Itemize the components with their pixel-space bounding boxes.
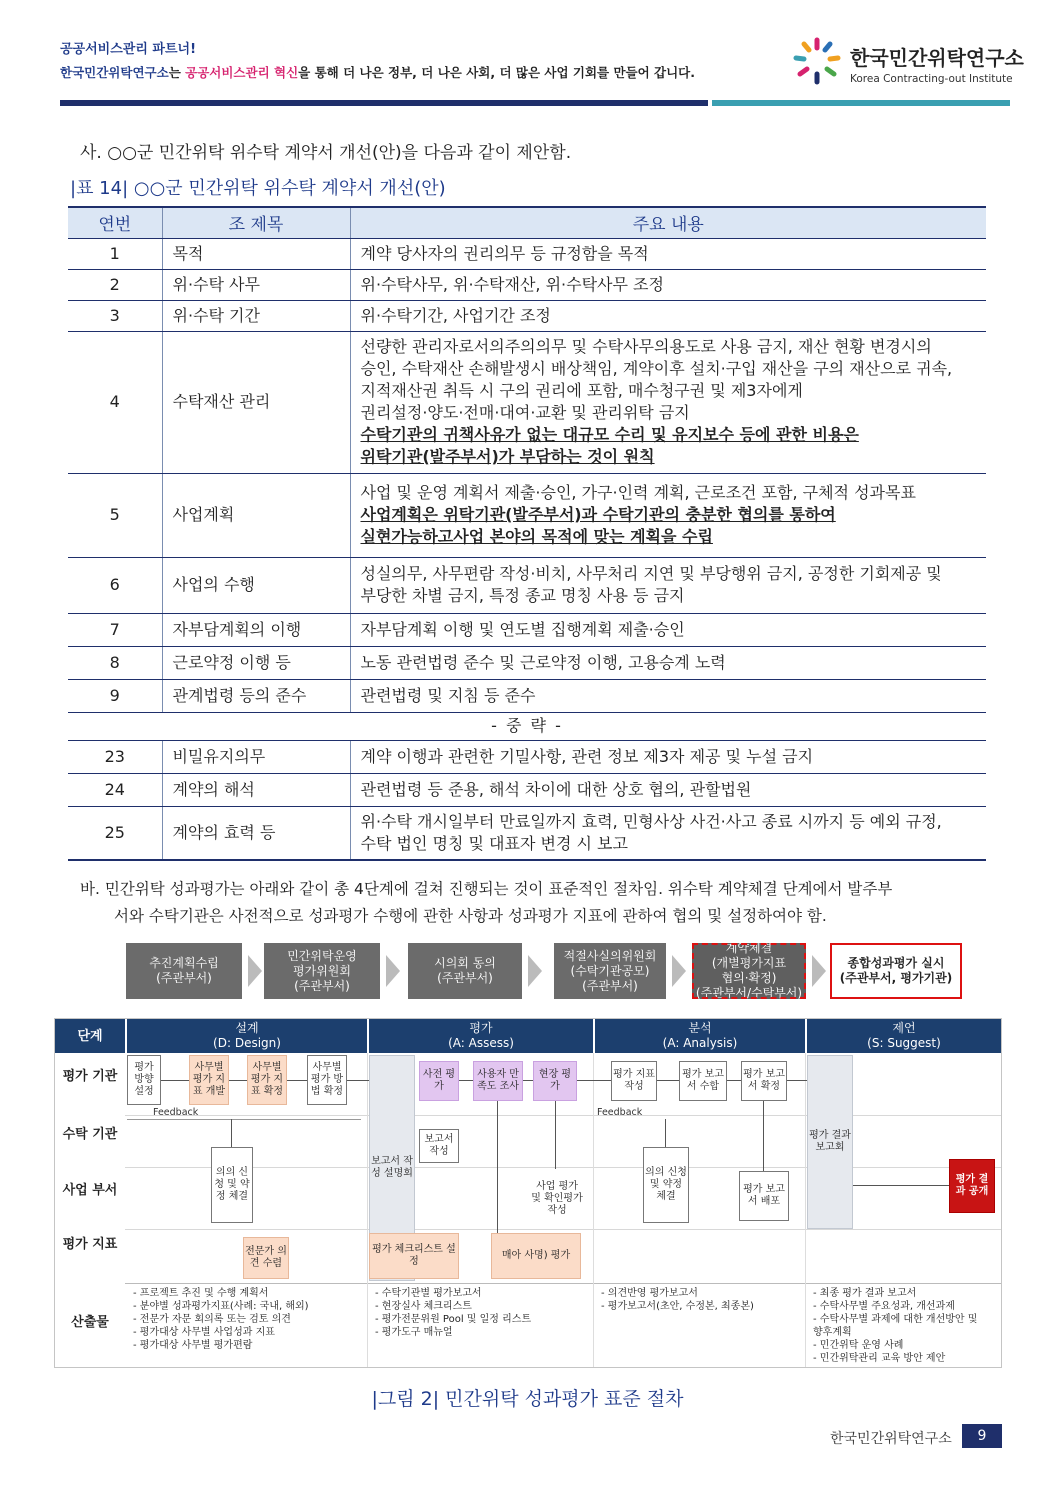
output-item: - 평가대상 사무별 사업성과 지표 [133,1327,275,1338]
cell-content [350,331,986,473]
logo-name-korean: 한국민간위탁연구소 [850,46,1024,70]
paragraph-line: 바. 민간위탁 성과평가는 아래와 같이 총 4단계에 걸쳐 진행되는 것이 표준적인 절차임. 위수탁 계약체결 단계에서 발주부 [80,880,893,898]
content-line-emphasis: 위탁기관(발주부서)가 부담하는 것이 원칙 [360,447,655,466]
row-label-department: 사업 부서 [62,1183,118,1198]
intro-paragraph: 사. ○○군 민간위탁 위수탁 계약서 개선(안)을 다음과 같이 제안함. [80,143,572,163]
table-row [68,331,986,473]
node-report-collect: 평가 보고서 수합 [679,1061,727,1101]
connector [459,1080,473,1081]
paragraph-line: 서와 수탁기관은 사전적으로 성과평가 수행에 관한 사항과 성과평가 지표에 관하여 협의 및 설정하여야 함. [114,907,827,925]
cell-no: 6 [68,557,162,613]
cell-title: 계약의 해석 [162,773,350,806]
flow-step [126,943,242,999]
connector [727,1080,741,1081]
content-line: 위·수탁기간, 사업기간 조정 [360,305,551,325]
content-line: 사업 및 운영 계획서 제출·승인, 가구·인력 계획, 근로조건 포함, 구체적 성과목표 [360,483,916,502]
stage-design [127,1019,367,1053]
flow-step-line: 적절사실의위원회 [563,948,657,963]
outputs-assess [375,1287,531,1339]
table-row [68,557,986,613]
stage-en: (A: Analysis) [662,1036,738,1050]
cell-title: 사업의 수행 [162,557,350,613]
node-result-briefing-label: 평가 결과 보고회 [809,1130,851,1153]
footer-org: 한국민간위탁연구소 [830,1431,952,1447]
content-line: 수탁 법인 명칭 및 대표자 변경 시 보고 [360,833,628,853]
flow-arrow-icon [672,955,686,987]
cell-no: 9 [68,679,162,712]
content-line: 권리설정·양도·전매·대여·교환 및 관리위탁 금지 [360,403,690,422]
content-line: 승인, 수탁재산 손해발생시 배상책임, 계약이후 설치·구입 재산을 구의 재산으로 귀속, [360,359,953,378]
table-row [68,740,986,773]
output-item: - 분야별 성과평가지표(사례: 국내, 해외) [133,1301,309,1312]
stage-assess [369,1019,593,1053]
content-line: 계약 이행과 관련한 기밀사항, 관련 정보 제3자 제공 및 누설 금지 [360,746,814,766]
node-report-confirm: 평가 보고서 확정 [741,1061,787,1101]
feedback-line [127,1119,361,1120]
connector [555,1101,556,1169]
cell-content [350,473,986,557]
header-tagline: 공공서비스관리 파트너! [60,42,197,57]
cell-title: 근로약정 이행 등 [162,646,350,679]
node-method-confirm: 사무별 평가 방법 확정 [307,1055,347,1105]
flow-step-line: (주관부서) [437,971,493,985]
flow-step-line: 계약체결 [725,941,773,955]
node-indicator-confirm: 사무별 평가 지표 확정 [247,1055,287,1105]
flow-step-line: 종합성과평가 실시 [847,956,945,970]
stage-suggest [807,1019,1001,1053]
slogan-highlight: 공공서비스관리 혁신 [185,65,299,80]
feedback-label: Feedback [597,1107,643,1118]
table-row [68,238,986,269]
col-divider [593,1053,594,1367]
cell-title: 위·수탁 기간 [162,300,350,331]
outputs-design [133,1287,309,1352]
cell-no: 7 [68,613,162,646]
connector [161,1080,189,1081]
stage-header-label: 단계 [55,1019,125,1053]
node-business-evaluation: 사업 평가 및 확인평가 작성 [531,1181,583,1216]
cell-title: 목적 [162,238,350,269]
cell-title: 사업계획 [162,473,350,557]
table-row [68,300,986,331]
flow-step-line: (주관부서, 평가기관) [839,971,953,985]
contract-table [68,206,986,861]
node-direction-setting: 평가 방향 설정 [127,1055,161,1105]
output-item: - 민간위탁관리 교육 방안 제안 [813,1353,946,1364]
col-header-content: 주요 내용 [350,207,986,238]
node-satisfaction-survey: 사용자 만족도 조사 [473,1061,523,1101]
connector [347,1080,369,1081]
flow-step-line: (개별평가지표 [711,956,787,970]
cell-title: 위·수탁 사무 [162,269,350,300]
flow-step-line: (주관부서) [294,978,350,993]
cell-title: 자부담계획의 이행 [162,613,350,646]
content-line: 성실의무, 사무편람 작성·비치, 사무처리 지연 및 부당행위 금지, 공정한 기회제공 및 [360,564,942,583]
output-item: - 최종 평가 결과 보고서 [813,1288,917,1299]
cell-no: 3 [68,300,162,331]
node-objection-agreement: 의의 신청 및 약정 체결 [211,1147,253,1223]
node-report-distribute: 평가 보고서 배포 [739,1171,789,1221]
cell-content [350,646,986,679]
cell-content [350,613,986,646]
stage-name: 평가 [469,1021,493,1035]
cell-no: 24 [68,773,162,806]
stage-en: (S: Suggest) [867,1036,941,1050]
flow-step [830,943,962,999]
content-line: 위·수탁 개시일부터 만료일까지 효력, 민형사상 사건·사고 종료 시까지 등 예외 규정, [360,811,942,831]
output-item: - 수탁기관별 평가보고서 [375,1288,482,1299]
content-line: 선량한 관리자로서의주의의무 및 수탁사무의용도로 사용 금지, 재산 현황 변경시의 [360,337,932,356]
cell-content [350,740,986,773]
procedure-paragraph [80,876,990,930]
content-line-emphasis: 사업계획은 위탁기관(발주부서)과 수탁기관의 충분한 협의를 통하여 [360,505,836,524]
content-line-emphasis: 수탁기관의 귀책사유가 없는 대규모 수리 및 유지보수 등에 관한 비용은 [360,425,859,444]
cell-no: 2 [68,269,162,300]
output-item: - 수탁사무별 주요성과, 개선과제 [813,1301,955,1312]
flow-step-line: 시의회 동의 [434,956,496,970]
slogan-part: 는 [168,65,186,80]
table-row [68,773,986,806]
stage-name: 설계 [235,1021,259,1035]
output-item: - 민간위탁 운영 사례 [813,1340,904,1351]
content-line: 부당한 차별 금지, 특정 종교 명칭 사용 등 금지 [360,586,685,605]
connector [665,1119,666,1147]
row-divider [125,1115,1001,1116]
cell-title: 수탁재산 관리 [162,331,350,473]
cell-title: 계약의 효력 등 [162,806,350,860]
table-row [68,712,986,740]
cell-no: 5 [68,473,162,557]
row-label-outputs: 산출물 [71,1315,109,1330]
flow-step-line: 평가위원회 [293,963,351,978]
flow-step-line: (수탁기관공모) [570,963,650,978]
connector [287,1080,307,1081]
stage-analysis [595,1019,805,1053]
slogan-org: 한국민간위탁연구소 [60,65,169,80]
flow-step-line: 추진계획수립 [149,956,219,970]
table-row [68,646,986,679]
flow-step-line: 협의·확정) [721,971,777,985]
cell-no: 1 [68,238,162,269]
header-rule-teal [712,100,1010,106]
feedback-label: Feedback [153,1107,199,1118]
flow-step-line: (주관부서) [582,978,638,993]
row-divider [125,1283,1001,1284]
table-row [68,473,986,557]
page-header [60,30,1024,110]
flow-step-line: (주관부서/수탁부서) [695,986,803,1000]
node-checklist: 평가 체크리스트 설정 [369,1233,459,1279]
row-divider [125,1167,1001,1168]
connector [231,1119,232,1147]
cell-no: 4 [68,331,162,473]
flow-step-line: 민간위탁운영 [287,948,357,963]
figure-title: |그림 2| 민간위탁 성과평가 표준 절차 [371,1388,684,1410]
table-row [68,613,986,646]
node-indicator-dev: 사무별 평가 지표 개발 [189,1055,229,1105]
node-report-briefing-label: 보고서 작성 설명회 [371,1156,413,1179]
connector [497,1101,498,1233]
col-header-title: 조 제목 [162,207,350,238]
node-evaluation-b: 매아 사명) 평가 [491,1233,581,1279]
content-line: 관련법령 등 준용, 해석 차이에 대한 상호 협의, 관할법원 [360,779,752,799]
cell-no: 23 [68,740,162,773]
slogan-rest: 을 통해 더 나은 정부, 더 나은 사회, 더 많은 사업 기회를 만들어 갑니다. [298,65,696,80]
row-label-evaluator: 평가 기관 [62,1069,118,1084]
outputs-suggest [813,1287,977,1365]
output-item: - 현장실사 체크리스트 [375,1301,472,1312]
connector [763,1101,764,1171]
flow-step [264,943,380,999]
connector [577,1080,611,1081]
process-diagram [54,1018,1002,1368]
content-line: 위·수탁사무, 위·수탁재산, 위·수탁사무 조정 [360,274,664,294]
output-item: - 전문가 자문 회의록 또는 검토 의견 [133,1314,291,1325]
stage-name: 제언 [892,1021,916,1035]
logo-name-english: Korea Contracting-out Institute [850,73,1013,85]
cell-content [350,300,986,331]
content-line: 자부담계획 이행 및 연도별 집행계획 제출·승인 [360,619,685,639]
connector [229,1080,247,1081]
row-divider [125,1229,1001,1230]
flow-step [408,943,522,999]
connector [853,1185,949,1186]
header-rule-navy [60,100,708,106]
flow-arrow-icon [248,955,262,987]
node-expert-opinion: 전문가 의견 수렴 [243,1237,289,1279]
stage-en: (A: Assess) [448,1036,514,1050]
row-label-indicator: 평가 지표 [62,1237,118,1252]
cell-content [350,238,986,269]
cell-content [350,269,986,300]
row-label-contractor: 수탁 기관 [62,1127,118,1142]
node-objection-agreement-2: 의의 신청 및 약정 체결 [643,1147,689,1223]
content-line: 관련법령 및 지침 등 준수 [360,685,536,705]
outputs-analysis [601,1287,754,1313]
cell-content [350,557,986,613]
col-divider [805,1053,806,1367]
stage-name: 분석 [688,1021,712,1035]
cell-no: 8 [68,646,162,679]
cell-no: 25 [68,806,162,860]
connector [657,1080,679,1081]
node-result-briefing [807,1055,853,1229]
output-item: - 평가전문위원 Pool 및 일정 리스트 [375,1314,532,1325]
node-report-writing: 보고서 작성 [419,1129,459,1163]
col-header-no: 연번 [68,207,162,238]
output-item: - 평가보고서(초안, 수정본, 최종본) [601,1301,754,1312]
cell-title: 비밀유지의무 [162,740,350,773]
connector [787,1080,807,1081]
output-item: - 평가대상 사무별 평가편람 [133,1340,253,1351]
output-item: - 평가도구 매뉴얼 [375,1327,453,1338]
table-row [68,679,986,712]
institute-logo-icon [792,36,842,86]
node-indicator-write: 평가 지표 작성 [611,1061,657,1101]
node-result-disclosure: 평가 결과 공개 [949,1159,995,1213]
table-header-row [68,207,986,238]
content-line: 지적재산권 취득 시 구의 권리에 포함, 매수청구권 및 제3자에게 [360,381,803,400]
table-row [68,269,986,300]
content-line-emphasis: 실현가능하고사업 본야의 목적에 맞는 계획을 수립 [360,527,713,546]
table-row [68,806,986,860]
flow-step-line: (주관부서) [156,971,212,985]
col-divider [367,1053,368,1367]
page-number: 9 [962,1424,1002,1448]
connector [523,1080,533,1081]
node-site-evaluation: 현장 평가 [533,1061,577,1101]
flow-arrow-icon [528,955,542,987]
flow-arrow-icon [386,955,400,987]
omission-row: - 중 략 - [68,712,986,740]
flow-step [554,943,666,999]
cell-content [350,773,986,806]
header-slogan [60,63,695,81]
output-item: - 수탁사무별 과제에 대한 개선방안 및 [813,1314,978,1325]
content-line: 계약 당사자의 권리의무 등 규정함을 목적 [360,243,649,263]
cell-title: 관계법령 등의 준수 [162,679,350,712]
content-line: 노동 관련법령 준수 및 근로약정 이행, 고용승계 노력 [360,652,726,672]
cell-content [350,806,986,860]
table-title: |표 14| ○○군 민간위탁 위수탁 계약서 개선(안) [70,178,446,199]
node-pre-evaluation: 사전 평가 [419,1061,459,1101]
output-item: - 의견반영 평가보고서 [601,1288,698,1299]
output-item: 향후계획 [813,1327,852,1338]
cell-content [350,679,986,712]
stage-en: (D: Design) [213,1036,281,1050]
flow-step [692,943,806,999]
output-item: - 프로젝트 추진 및 수행 계획서 [133,1288,269,1299]
flow-arrow-icon [812,955,826,987]
